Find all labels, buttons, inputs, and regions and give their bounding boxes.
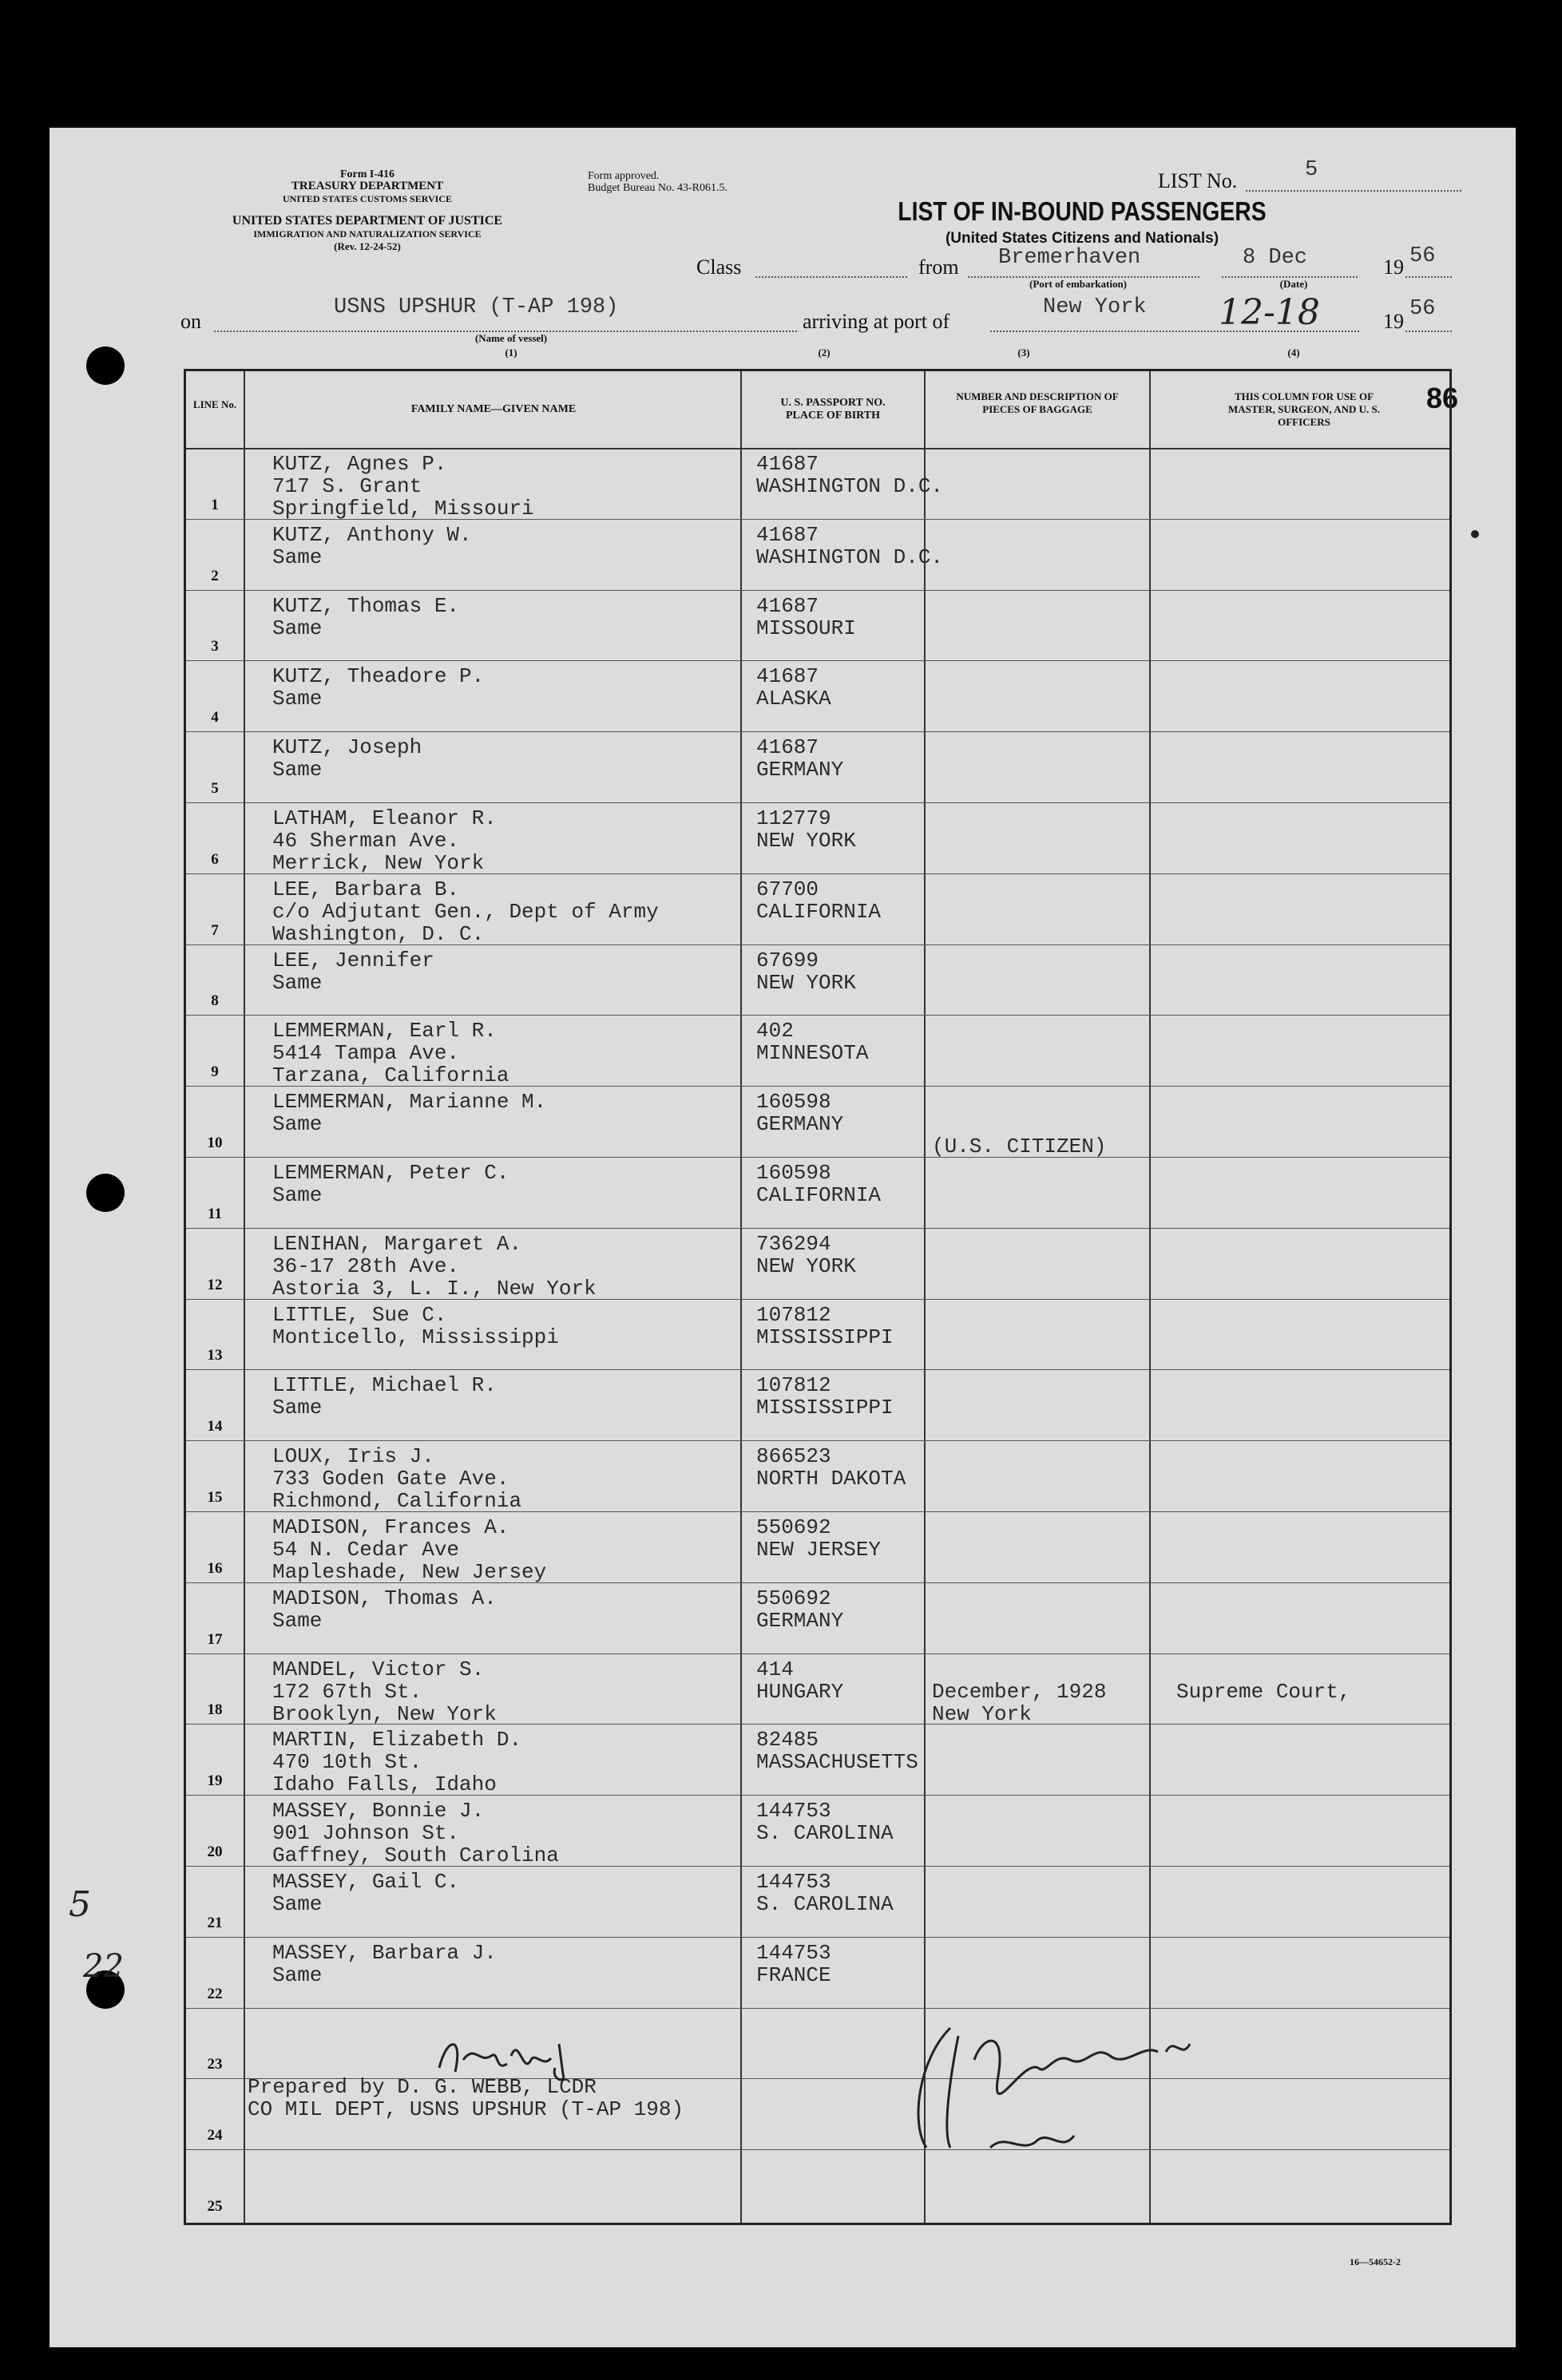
passport-number: 144753 bbox=[756, 1940, 831, 1965]
year-prefix-2: 19 bbox=[1383, 310, 1404, 333]
class-label: Class bbox=[696, 255, 742, 279]
form-approved: Form approved. bbox=[588, 170, 660, 182]
passport-number: 112779 bbox=[756, 806, 831, 830]
passenger-address-1: 717 S. Grant bbox=[272, 474, 422, 498]
page-number: 86 bbox=[1426, 382, 1459, 414]
line-number: 13 bbox=[207, 1347, 223, 1364]
passport-number: 67699 bbox=[756, 948, 819, 972]
passenger-name: KUTZ, Anthony W. bbox=[272, 522, 472, 547]
passenger-name: MASSEY, Barbara J. bbox=[272, 1940, 497, 1965]
col-number-1: (1) bbox=[505, 347, 517, 358]
line-number: 2 bbox=[211, 567, 219, 584]
punch-hole-middle bbox=[86, 1174, 125, 1212]
passport-number: 41687 bbox=[756, 593, 819, 618]
passenger-address-1: c/o Adjutant Gen., Dept of Army bbox=[272, 899, 659, 924]
passenger-address-2: Merrick, New York bbox=[272, 851, 485, 875]
col-header-baggage: NUMBER AND DESCRIPTION OF PIECES OF BAGGAGE bbox=[956, 390, 1119, 415]
line-number: 5 bbox=[211, 780, 219, 797]
passenger-address-1: Same bbox=[272, 1183, 323, 1207]
vessel-name: USNS UPSHUR (T-AP 198) bbox=[334, 295, 619, 319]
place-of-birth: MINNESOTA bbox=[756, 1041, 869, 1066]
justice-dept: UNITED STATES DEPARTMENT OF JUSTICE bbox=[232, 214, 503, 228]
passenger-address-2: Gaffney, South Carolina bbox=[272, 1843, 559, 1868]
passport-number: 67700 bbox=[756, 877, 819, 901]
passport-number: 107812 bbox=[756, 1302, 831, 1327]
place-of-birth: S. CAROLINA bbox=[756, 1821, 894, 1846]
passenger-address-1: Same bbox=[272, 1396, 323, 1420]
col-header-name: FAMILY NAME—GIVEN NAME bbox=[410, 403, 577, 415]
line-number: 18 bbox=[207, 1701, 223, 1719]
passenger-name: LITTLE, Sue C. bbox=[272, 1302, 447, 1327]
line-number: 21 bbox=[207, 1914, 223, 1931]
line-number: 4 bbox=[211, 709, 219, 727]
passenger-address-2: Brooklyn, New York bbox=[272, 1701, 497, 1726]
passport-number: 144753 bbox=[756, 1799, 831, 1824]
year-prefix-1: 19 bbox=[1383, 255, 1404, 279]
passenger-address-1: 901 Johnson St. bbox=[272, 1821, 460, 1846]
passport-number: 82485 bbox=[756, 1728, 819, 1752]
place-of-birth: MISSISSIPPI bbox=[756, 1325, 894, 1349]
passenger-address-1: Same bbox=[272, 758, 323, 782]
port-embark-caption: (Port of embarkation) bbox=[1029, 278, 1128, 290]
passenger-name: LEMMERMAN, Earl R. bbox=[272, 1019, 497, 1043]
prepared-by: Prepared by D. G. WEBB, LCDR bbox=[248, 2075, 597, 2099]
passenger-name: LENIHAN, Margaret A. bbox=[272, 1231, 522, 1256]
passenger-name: KUTZ, Joseph bbox=[272, 735, 422, 760]
passport-number: 41687 bbox=[756, 522, 819, 547]
passenger-address-1: Same bbox=[272, 687, 323, 711]
passenger-name: MADISON, Frances A. bbox=[272, 1515, 509, 1539]
passport-number: 736294 bbox=[756, 1231, 831, 1256]
place-of-birth: WASHINGTON D.C. bbox=[756, 545, 944, 569]
passenger-address-2: Idaho Falls, Idaho bbox=[272, 1772, 497, 1797]
passenger-name: LITTLE, Michael R. bbox=[272, 1373, 497, 1398]
year-1: 56 bbox=[1409, 244, 1436, 268]
footer-code: 16—54652-2 bbox=[1350, 2256, 1401, 2267]
line-number: 20 bbox=[207, 1843, 223, 1860]
line-number: 25 bbox=[207, 2198, 223, 2215]
line-number: 15 bbox=[207, 1489, 223, 1506]
passenger-name: KUTZ, Thomas E. bbox=[272, 593, 460, 618]
place-of-birth: NORTH DAKOTA bbox=[756, 1467, 906, 1491]
punch-hole-top bbox=[86, 347, 125, 385]
stray-mark bbox=[1471, 530, 1479, 538]
passenger-name: LEE, Barbara B. bbox=[272, 877, 460, 901]
place-of-birth: NEW YORK bbox=[756, 1253, 856, 1278]
place-of-birth: S. CAROLINA bbox=[756, 1892, 894, 1916]
passenger-name: MASSEY, Gail C. bbox=[272, 1870, 460, 1894]
passenger-name: KUTZ, Theadore P. bbox=[272, 664, 485, 689]
passport-number: 107812 bbox=[756, 1373, 831, 1398]
passenger-name: LEMMERMAN, Marianne M. bbox=[272, 1090, 547, 1115]
line-number: 10 bbox=[207, 1135, 223, 1151]
passenger-name: LATHAM, Eleanor R. bbox=[272, 806, 497, 830]
place-of-birth: MASSACHUSETTS bbox=[756, 1750, 918, 1775]
passenger-name: LEMMERMAN, Peter C. bbox=[272, 1161, 509, 1185]
place-of-birth: CALIFORNIA bbox=[756, 1183, 882, 1207]
prepared-by-dept: CO MIL DEPT, USNS UPSHUR (T-AP 198) bbox=[248, 2097, 684, 2121]
webb-signature bbox=[431, 2028, 623, 2084]
passenger-address-2: Springfield, Missouri bbox=[272, 497, 534, 521]
passenger-address-1: Same bbox=[272, 1608, 323, 1633]
line-number: 7 bbox=[211, 921, 219, 939]
line-number: 12 bbox=[207, 1276, 223, 1293]
arriving-label: arriving at port of bbox=[803, 310, 950, 333]
passenger-address-1: Monticello, Mississippi bbox=[272, 1325, 559, 1349]
passenger-address-1: Same bbox=[272, 1962, 323, 1987]
place-of-birth: NEW YORK bbox=[756, 829, 856, 853]
col-number-4: (4) bbox=[1287, 347, 1300, 358]
line-number: 1 bbox=[211, 496, 219, 513]
line-number: 6 bbox=[211, 850, 219, 868]
col-header-passport: U. S. PASSPORT NO. PLACE OF BIRTH bbox=[780, 397, 886, 422]
line-number: 14 bbox=[207, 1418, 223, 1436]
place-of-birth: NEW JERSEY bbox=[756, 1538, 882, 1562]
form-number: Form I-416 bbox=[339, 168, 395, 180]
officer-signature bbox=[902, 2012, 1254, 2164]
passport-number: 550692 bbox=[756, 1515, 831, 1539]
passenger-address-2: Washington, D. C. bbox=[272, 921, 485, 946]
embarkation-date: 8 Dec bbox=[1243, 246, 1308, 270]
passenger-address-1: 36-17 28th Ave. bbox=[272, 1253, 460, 1278]
baggage-description: (U.S. CITIZEN) bbox=[932, 1135, 1107, 1159]
year-2: 56 bbox=[1409, 297, 1436, 321]
line-number: 16 bbox=[207, 1559, 223, 1577]
line-number: 3 bbox=[211, 638, 219, 655]
place-of-birth: MISSOURI bbox=[756, 616, 856, 640]
page-subtitle: (United States Citizens and Nationals) bbox=[945, 230, 1219, 247]
passenger-address-1: 54 N. Cedar Ave bbox=[272, 1538, 460, 1562]
passenger-name: LEE, Jennifer bbox=[272, 948, 434, 972]
from-label: from bbox=[918, 255, 959, 279]
passenger-address-1: Same bbox=[272, 616, 323, 640]
passenger-name: MARTIN, Elizabeth D. bbox=[272, 1728, 522, 1752]
passenger-name: MASSEY, Bonnie J. bbox=[272, 1799, 485, 1824]
port-of-embarkation: Bremerhaven bbox=[998, 246, 1141, 270]
passenger-address-1: 5414 Tampa Ave. bbox=[272, 1041, 460, 1066]
passenger-name: MADISON, Thomas A. bbox=[272, 1586, 497, 1610]
passenger-address-1: Same bbox=[272, 545, 323, 569]
col-header-line-no: LINE No. bbox=[192, 398, 237, 410]
line-number: 17 bbox=[207, 1630, 223, 1648]
col-number-2: (2) bbox=[818, 347, 831, 358]
passport-number: 866523 bbox=[756, 1444, 831, 1469]
place-of-birth: NEW YORK bbox=[756, 970, 856, 995]
passenger-address-1: Same bbox=[272, 1112, 323, 1137]
passenger-name: MANDEL, Victor S. bbox=[272, 1657, 485, 1681]
passport-number: 41687 bbox=[756, 735, 819, 760]
line-number: 9 bbox=[211, 1063, 219, 1081]
ins-service: IMMIGRATION AND NATURALIZATION SERVICE bbox=[253, 228, 482, 240]
passenger-address-1: 470 10th St. bbox=[272, 1750, 422, 1775]
passport-number: 144753 bbox=[756, 1870, 831, 1894]
place-of-birth: CALIFORNIA bbox=[756, 899, 882, 924]
passenger-address-1: 733 Goden Gate Ave. bbox=[272, 1467, 509, 1491]
officer-note: Supreme Court, bbox=[1176, 1679, 1351, 1704]
page-title: LIST OF IN-BOUND PASSENGERS bbox=[898, 196, 1267, 226]
passport-number: 160598 bbox=[756, 1161, 831, 1185]
passenger-table bbox=[184, 369, 1452, 2225]
passport-number: 414 bbox=[756, 1657, 794, 1681]
place-of-birth: GERMANY bbox=[756, 1608, 844, 1633]
arrival-date-handwritten: 12-18 bbox=[1219, 292, 1320, 333]
col-header-officers: THIS COLUMN FOR USE OF MASTER, SURGEON, AND U. S. OFFICERS bbox=[1228, 390, 1380, 428]
date-caption: (Date) bbox=[1279, 278, 1308, 290]
place-of-birth: GERMANY bbox=[756, 758, 844, 782]
margin-note-bottom: 22 bbox=[83, 1948, 124, 1985]
line-number: 11 bbox=[208, 1205, 222, 1222]
passenger-address-2: Mapleshade, New Jersey bbox=[272, 1560, 547, 1584]
col-number-3: (3) bbox=[1017, 347, 1030, 358]
passenger-address-1: Same bbox=[272, 970, 323, 995]
place-of-birth: HUNGARY bbox=[756, 1679, 844, 1704]
line-number: 19 bbox=[207, 1772, 223, 1790]
passenger-address-1: Same bbox=[272, 1892, 323, 1916]
line-number: 8 bbox=[211, 992, 219, 1010]
list-no-label: LIST No. bbox=[1158, 169, 1238, 192]
place-of-birth: MISSISSIPPI bbox=[756, 1396, 894, 1420]
passenger-address-2: Richmond, California bbox=[272, 1489, 522, 1514]
list-no-value: 5 bbox=[1305, 158, 1318, 182]
vessel-caption: (Name of vessel) bbox=[474, 332, 548, 344]
budget-bureau: Budget Bureau No. 43-R061.5. bbox=[588, 182, 727, 194]
arrival-port: New York bbox=[1043, 295, 1147, 319]
on-label: on bbox=[180, 310, 201, 333]
line-number: 23 bbox=[207, 2056, 223, 2073]
place-of-birth: WASHINGTON D.C. bbox=[756, 474, 944, 498]
revision: (Rev. 12-24-52) bbox=[334, 240, 401, 252]
passport-number: 41687 bbox=[756, 664, 819, 689]
place-of-birth: GERMANY bbox=[756, 1112, 844, 1137]
passenger-name: KUTZ, Agnes P. bbox=[272, 452, 447, 476]
baggage-description: December, 1928 New York bbox=[932, 1679, 1107, 1726]
line-number: 24 bbox=[207, 2127, 223, 2144]
place-of-birth: ALASKA bbox=[756, 687, 831, 711]
line-number: 22 bbox=[207, 1985, 223, 2002]
passport-number: 160598 bbox=[756, 1090, 831, 1115]
passenger-address-1: 172 67th St. bbox=[272, 1679, 422, 1704]
treasury-dept: TREASURY DEPARTMENT bbox=[291, 180, 444, 192]
passport-number: 41687 bbox=[756, 452, 819, 476]
passenger-address-1: 46 Sherman Ave. bbox=[272, 829, 460, 853]
margin-note-top: 5 bbox=[69, 1884, 91, 1925]
place-of-birth: FRANCE bbox=[756, 1962, 831, 1987]
passport-number: 402 bbox=[756, 1019, 794, 1043]
passenger-address-2: Astoria 3, L. I., New York bbox=[272, 1276, 597, 1301]
passenger-name: LOUX, Iris J. bbox=[272, 1444, 434, 1469]
passenger-address-2: Tarzana, California bbox=[272, 1063, 509, 1088]
passport-number: 550692 bbox=[756, 1586, 831, 1610]
customs-service: UNITED STATES CUSTOMS SERVICE bbox=[283, 193, 452, 204]
